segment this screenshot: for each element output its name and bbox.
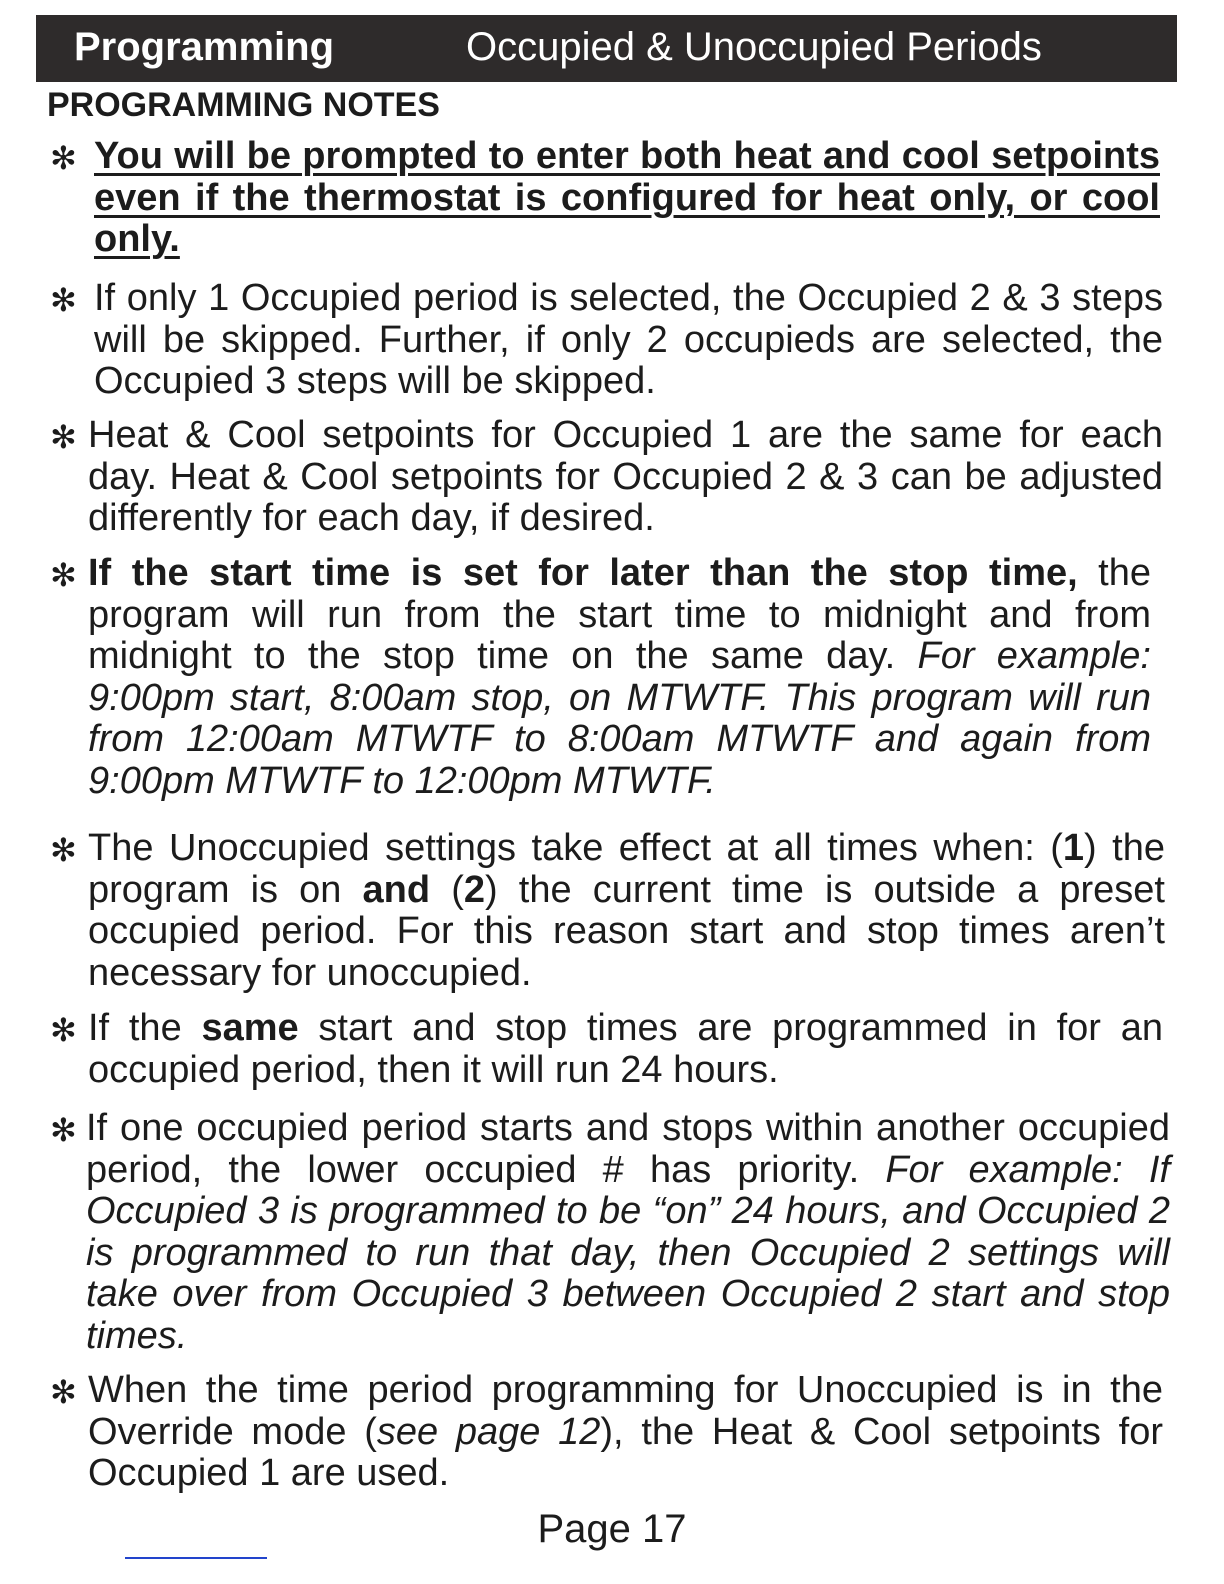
note-text [86,1108,1170,1357]
asterisk-bullet-icon: ✻ [50,1112,77,1148]
body-text: When the time period programming for Unoccupied is in the Override mode ( [88,1369,1163,1453]
note-text [88,553,1151,802]
header-bar [36,15,1177,82]
body-text: The Unoccupied settings take effect at all times when: ( [88,827,1063,869]
note-text: If only 1 Occupied period is selected, the Occupied 2 & 3 steps will be skipped. Further, if only 2 occupieds are selected, the Occupied 3 steps will be skipped. [94,277,1163,402]
footer-rule [125,1557,267,1559]
asterisk-bullet-icon: ✻ [50,832,77,868]
emphasis-text: and [362,868,431,911]
example-text: For example: 9:00pm start, 8:00am stop, on MTWTF. This program will run from 12:00am MTWTF to 8:00am MTWTF and again from 9:00pm MTWTF to 12:00pm MTWTF. [88,635,1151,802]
body-text: ( [430,868,464,911]
note-text [88,1008,1163,1091]
asterisk-bullet-icon: ✻ [50,1374,77,1410]
body-text: ) the program is on [88,827,1165,911]
section-title: Programming [74,25,335,69]
body-text: the program will run from the start time to midnight and from midnight to the stop time on the same day. [88,552,1151,677]
topic-title: Occupied & Unoccupied Periods [466,25,1042,69]
body-text: If the [88,1007,202,1049]
note-text: You will be prompted to enter both heat and cool setpoints even if the thermostat is configured for heat only, or cool only. [94,135,1160,260]
asterisk-bullet-icon: ✻ [50,282,77,318]
emphasis-text: same [201,1007,299,1049]
condition-number: 2 [463,868,485,911]
body-text: start and stop times are programmed in for an occupied period, then it will run 24 hours. [88,1007,1163,1091]
body-text: ) the current time is outside a preset occupied period. For this reason start and stop times aren’t necessary for unoccupied. [88,868,1165,994]
page-number: Page 17 [537,1507,687,1551]
emphasis-text: If the start time is set for later than the stop time, [88,552,1078,594]
body-text: If one occupied period starts and stops within another occupied period, the lower occupied # has priority. [86,1107,1170,1191]
page-reference: see page 12 [376,1410,601,1453]
notes-heading: PROGRAMMING NOTES [47,86,440,124]
asterisk-bullet-icon: ✻ [50,140,77,176]
example-text: For example: If Occupied 3 is programmed to be “on” 24 hours, and Occupied 2 is programmed to run that day, then Occupied 2 settings will take over from Occupied 3 between Occupied 2 start and stop times. [86,1148,1171,1357]
body-text: ), the Heat & Cool setpoints for Occupied 1 are used. [88,1410,1163,1494]
note-text [88,828,1165,994]
note-text: Heat & Cool setpoints for Occupied 1 are the same for each day. Heat & Cool setpoints for Occupied 2 & 3 can be adjusted differently for each day, if desired. [88,414,1163,539]
asterisk-bullet-icon: ✻ [50,419,77,455]
condition-number: 1 [1062,827,1085,869]
note-text [88,1370,1163,1495]
asterisk-bullet-icon: ✻ [50,557,77,593]
asterisk-bullet-icon: ✻ [50,1012,77,1048]
